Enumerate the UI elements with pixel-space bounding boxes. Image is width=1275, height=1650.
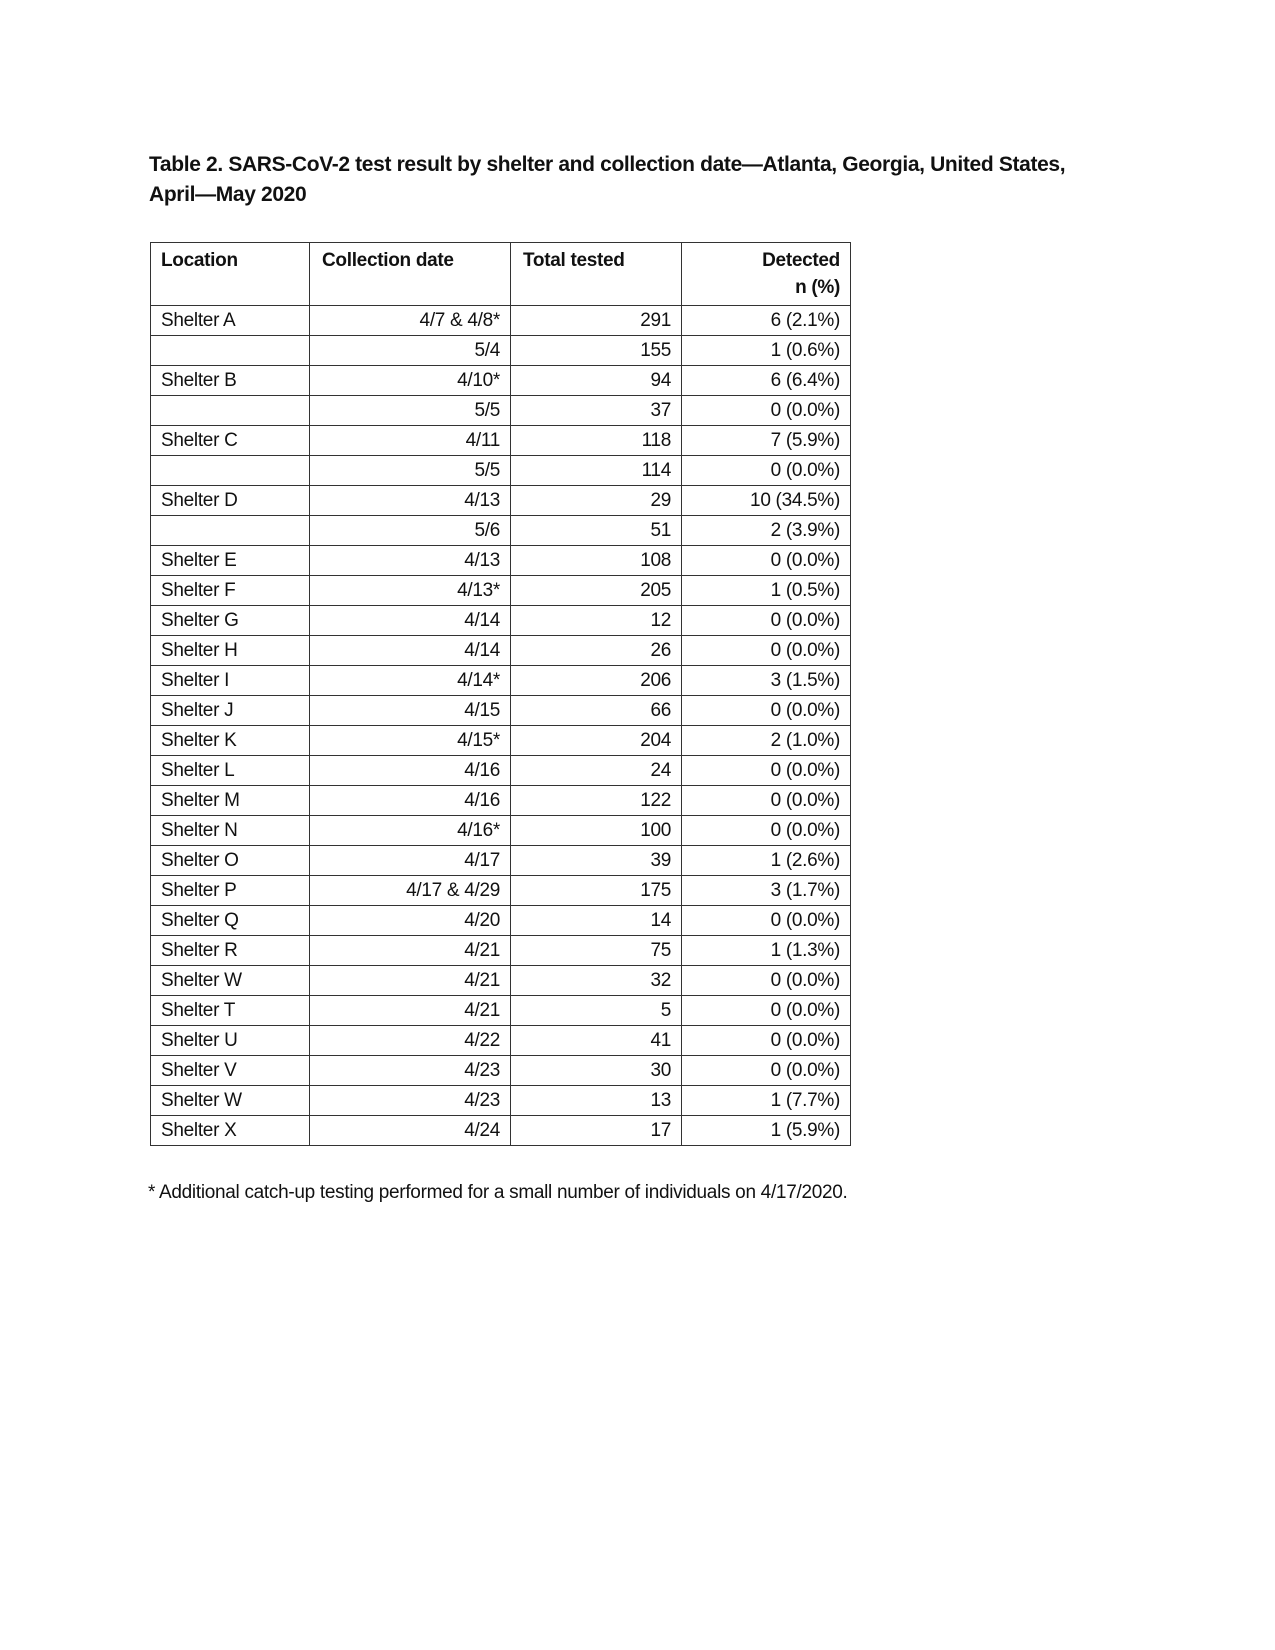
table-row: [151, 336, 851, 366]
cell-collection-date: 5/4: [310, 336, 511, 366]
table-row: [151, 666, 851, 696]
table-row: [151, 846, 851, 876]
table-row: [151, 1056, 851, 1086]
cell-location: Shelter D: [151, 486, 310, 516]
cell-detected: 1 (7.7%): [682, 1086, 851, 1116]
cell-collection-date: 4/24: [310, 1116, 511, 1146]
table-row: [151, 816, 851, 846]
cell-total-tested: 41: [511, 1026, 682, 1056]
cell-collection-date: 5/5: [310, 396, 511, 426]
table-row: [151, 936, 851, 966]
cell-collection-date: 4/14: [310, 606, 511, 636]
table-row: [151, 786, 851, 816]
cell-location: Shelter K: [151, 726, 310, 756]
cell-total-tested: 66: [511, 696, 682, 726]
cell-location: Shelter B: [151, 366, 310, 396]
cell-detected: 0 (0.0%): [682, 756, 851, 786]
table-row: [151, 366, 851, 396]
table-row: [151, 696, 851, 726]
cell-total-tested: 13: [511, 1086, 682, 1116]
cell-detected: 0 (0.0%): [682, 1026, 851, 1056]
cell-detected: 0 (0.0%): [682, 546, 851, 576]
cell-collection-date: 5/6: [310, 516, 511, 546]
cell-total-tested: 30: [511, 1056, 682, 1086]
table-row: [151, 1026, 851, 1056]
cell-collection-date: 4/21: [310, 966, 511, 996]
table-row: [151, 576, 851, 606]
cell-total-tested: 17: [511, 1116, 682, 1146]
cell-collection-date: 4/13*: [310, 576, 511, 606]
cell-collection-date: 4/16: [310, 786, 511, 816]
cell-detected: 0 (0.0%): [682, 1056, 851, 1086]
cell-detected: 6 (6.4%): [682, 366, 851, 396]
cell-detected: 1 (5.9%): [682, 1116, 851, 1146]
cell-location: [151, 396, 310, 426]
cell-total-tested: 108: [511, 546, 682, 576]
header-collection-date: Collection date: [310, 243, 511, 306]
cell-collection-date: 4/17: [310, 846, 511, 876]
cell-detected: 3 (1.5%): [682, 666, 851, 696]
cell-collection-date: 4/17 & 4/29: [310, 876, 511, 906]
cell-collection-date: 4/7 & 4/8*: [310, 306, 511, 336]
cell-total-tested: 29: [511, 486, 682, 516]
cell-location: Shelter H: [151, 636, 310, 666]
cell-collection-date: 4/14: [310, 636, 511, 666]
cell-detected: 1 (0.5%): [682, 576, 851, 606]
table-title: Table 2. SARS-CoV-2 test result by shelter and collection date—Atlanta, Georgia, United States, April—May 2020: [149, 153, 1066, 206]
cell-detected: 0 (0.0%): [682, 906, 851, 936]
cell-detected: 2 (1.0%): [682, 726, 851, 756]
cell-collection-date: 4/13: [310, 546, 511, 576]
header-detected-unit: n (%): [795, 277, 840, 298]
header-location: Location: [151, 243, 310, 306]
cell-detected: 6 (2.1%): [682, 306, 851, 336]
table-row: [151, 1116, 851, 1146]
table-row: [151, 486, 851, 516]
cell-detected: 1 (1.3%): [682, 936, 851, 966]
cell-location: Shelter Q: [151, 906, 310, 936]
cell-collection-date: 4/21: [310, 996, 511, 1026]
cell-collection-date: 4/14*: [310, 666, 511, 696]
cell-detected: 0 (0.0%): [682, 636, 851, 666]
cell-collection-date: 4/10*: [310, 366, 511, 396]
table-row: [151, 516, 851, 546]
cell-location: Shelter P: [151, 876, 310, 906]
cell-detected: 0 (0.0%): [682, 966, 851, 996]
cell-total-tested: 122: [511, 786, 682, 816]
cell-location: Shelter V: [151, 1056, 310, 1086]
cell-total-tested: 5: [511, 996, 682, 1026]
cell-detected: 10 (34.5%): [682, 486, 851, 516]
cell-collection-date: 4/21: [310, 936, 511, 966]
cell-collection-date: 4/20: [310, 906, 511, 936]
cell-detected: 0 (0.0%): [682, 606, 851, 636]
cell-location: Shelter T: [151, 996, 310, 1026]
cell-location: Shelter C: [151, 426, 310, 456]
cell-location: Shelter M: [151, 786, 310, 816]
cell-total-tested: 291: [511, 306, 682, 336]
cell-total-tested: 204: [511, 726, 682, 756]
cell-location: Shelter F: [151, 576, 310, 606]
cell-detected: 0 (0.0%): [682, 816, 851, 846]
cell-collection-date: 4/15*: [310, 726, 511, 756]
table-body: [151, 306, 851, 1146]
table-row: [151, 546, 851, 576]
table-row: [151, 996, 851, 1026]
cell-total-tested: 94: [511, 366, 682, 396]
table-footnote: * Additional catch-up testing performed for a small number of individuals on 4/17/2020.: [148, 1182, 848, 1203]
header-detected-label: Detected: [762, 250, 840, 271]
cell-total-tested: 12: [511, 606, 682, 636]
cell-total-tested: 100: [511, 816, 682, 846]
table-row: [151, 726, 851, 756]
header-detected: [682, 243, 851, 306]
cell-total-tested: 32: [511, 966, 682, 996]
table-row: [151, 906, 851, 936]
cell-detected: 1 (2.6%): [682, 846, 851, 876]
cell-collection-date: 4/16*: [310, 816, 511, 846]
cell-collection-date: 4/13: [310, 486, 511, 516]
cell-total-tested: 14: [511, 906, 682, 936]
cell-detected: 2 (3.9%): [682, 516, 851, 546]
cell-total-tested: 24: [511, 756, 682, 786]
cell-total-tested: 114: [511, 456, 682, 486]
table-row: [151, 426, 851, 456]
cell-location: Shelter X: [151, 1116, 310, 1146]
cell-total-tested: 175: [511, 876, 682, 906]
cell-total-tested: 206: [511, 666, 682, 696]
cell-detected: 0 (0.0%): [682, 696, 851, 726]
cell-collection-date: 4/15: [310, 696, 511, 726]
cell-detected: 0 (0.0%): [682, 456, 851, 486]
table-row: [151, 636, 851, 666]
cell-location: [151, 456, 310, 486]
cell-detected: 0 (0.0%): [682, 786, 851, 816]
cell-total-tested: 118: [511, 426, 682, 456]
cell-collection-date: 4/22: [310, 1026, 511, 1056]
cell-detected: 0 (0.0%): [682, 996, 851, 1026]
cell-detected: 1 (0.6%): [682, 336, 851, 366]
cell-total-tested: 26: [511, 636, 682, 666]
table-row: [151, 876, 851, 906]
cell-detected: 0 (0.0%): [682, 396, 851, 426]
cell-location: Shelter E: [151, 546, 310, 576]
cell-detected: 3 (1.7%): [682, 876, 851, 906]
cell-location: Shelter A: [151, 306, 310, 336]
cell-location: Shelter O: [151, 846, 310, 876]
cell-collection-date: 4/23: [310, 1056, 511, 1086]
cell-location: Shelter U: [151, 1026, 310, 1056]
table-row: [151, 396, 851, 426]
table-row: [151, 1086, 851, 1116]
cell-total-tested: 75: [511, 936, 682, 966]
table-row: [151, 606, 851, 636]
table-row: [151, 966, 851, 996]
cell-collection-date: 4/23: [310, 1086, 511, 1116]
table-row: [151, 756, 851, 786]
cell-total-tested: 51: [511, 516, 682, 546]
cell-detected: 7 (5.9%): [682, 426, 851, 456]
cell-location: [151, 516, 310, 546]
cell-location: Shelter W: [151, 1086, 310, 1116]
cell-total-tested: 39: [511, 846, 682, 876]
cell-location: Shelter J: [151, 696, 310, 726]
cell-collection-date: 5/5: [310, 456, 511, 486]
table-row: [151, 456, 851, 486]
cell-location: Shelter I: [151, 666, 310, 696]
table-header-row: [151, 243, 851, 306]
cell-location: Shelter R: [151, 936, 310, 966]
cell-total-tested: 155: [511, 336, 682, 366]
cell-total-tested: 37: [511, 396, 682, 426]
cell-location: Shelter W: [151, 966, 310, 996]
cell-location: Shelter L: [151, 756, 310, 786]
cell-collection-date: 4/16: [310, 756, 511, 786]
cell-collection-date: 4/11: [310, 426, 511, 456]
cell-total-tested: 205: [511, 576, 682, 606]
cell-location: Shelter N: [151, 816, 310, 846]
header-total-tested: Total tested: [511, 243, 682, 306]
cell-location: [151, 336, 310, 366]
results-table: [150, 242, 851, 1146]
table-row: [151, 306, 851, 336]
cell-location: Shelter G: [151, 606, 310, 636]
